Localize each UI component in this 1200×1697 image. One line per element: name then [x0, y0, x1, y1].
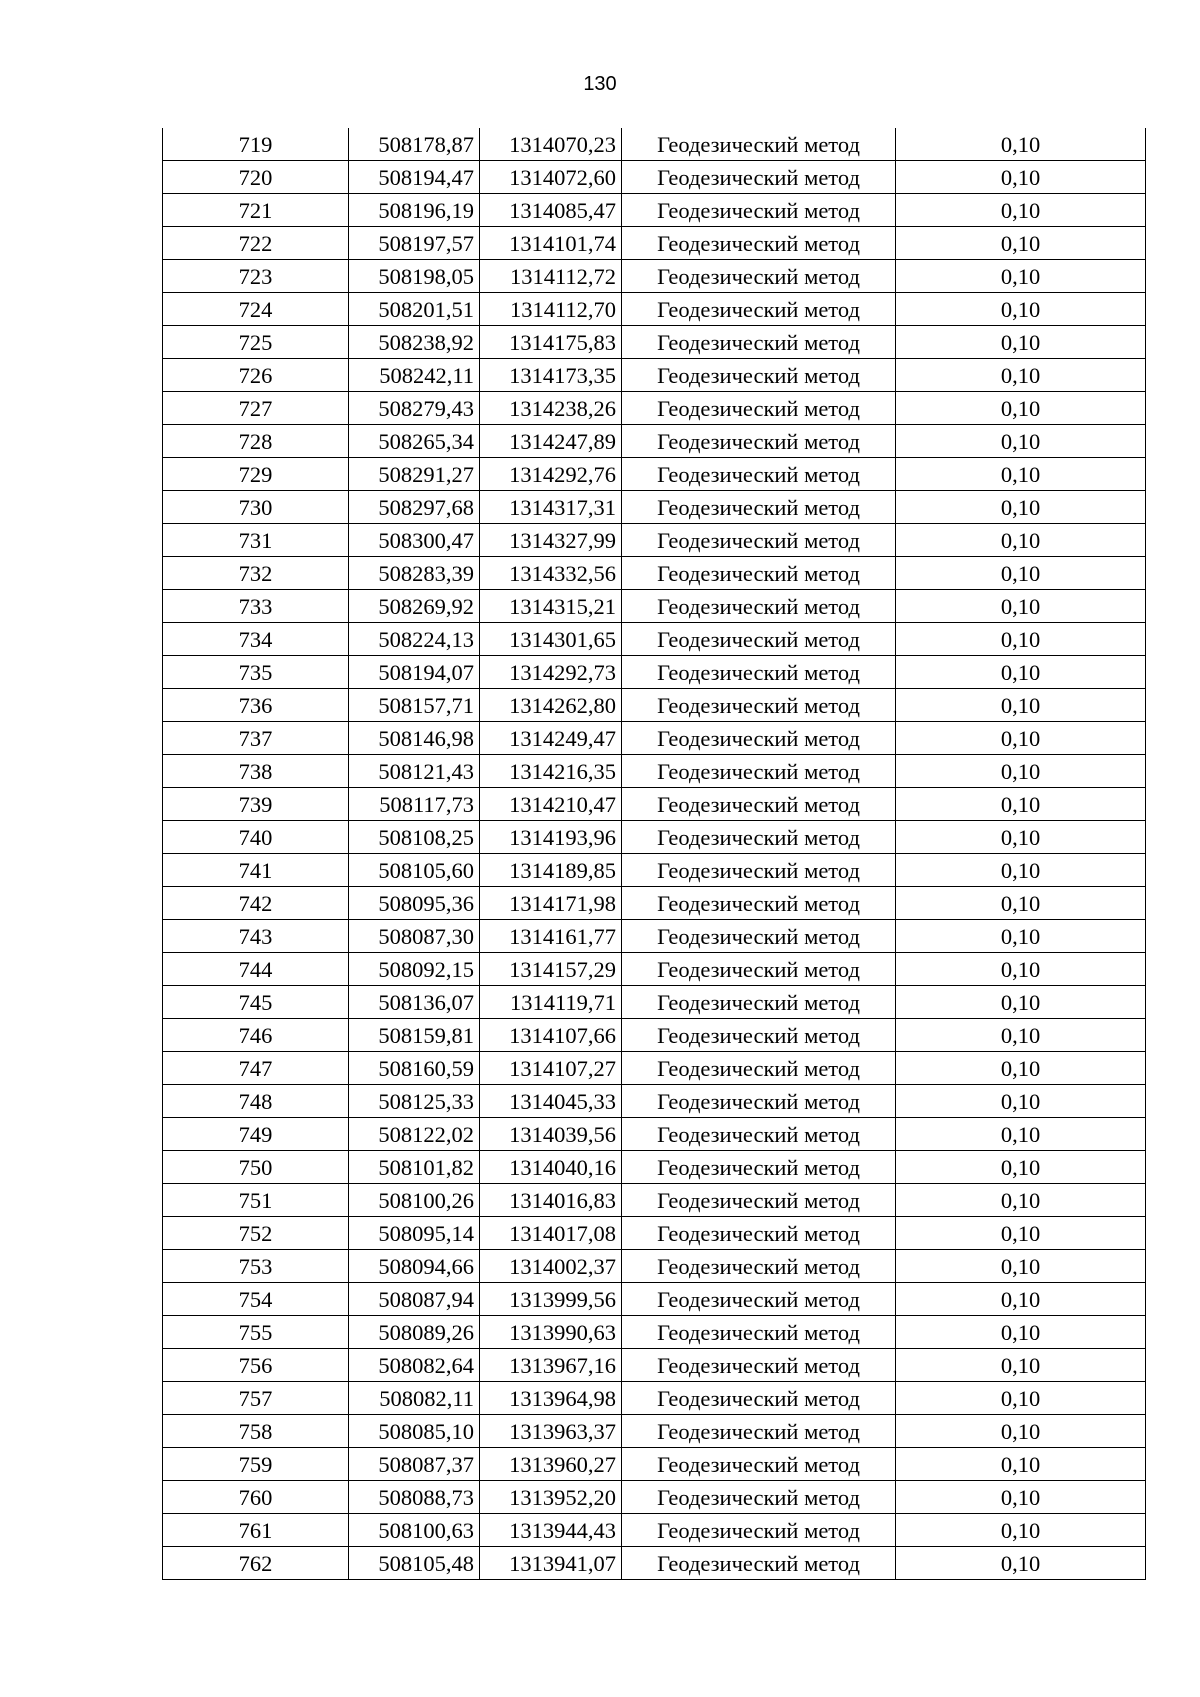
y-coordinate-cell: 1314070,23: [480, 128, 622, 161]
accuracy-cell: 0,10: [896, 1514, 1146, 1547]
x-coordinate-cell: 508283,39: [349, 557, 480, 590]
method-cell: Геодезический метод: [622, 425, 896, 458]
x-coordinate-cell: 508297,68: [349, 491, 480, 524]
table-row: [163, 1316, 1146, 1349]
table-row: [163, 1217, 1146, 1250]
x-coordinate-cell: 508160,59: [349, 1052, 480, 1085]
accuracy-cell: 0,10: [896, 293, 1146, 326]
x-coordinate-cell: 508196,19: [349, 194, 480, 227]
accuracy-cell: 0,10: [896, 1250, 1146, 1283]
table-row: [163, 689, 1146, 722]
x-coordinate-cell: 508085,10: [349, 1415, 480, 1448]
table-row: [163, 1415, 1146, 1448]
x-coordinate-cell: 508242,11: [349, 359, 480, 392]
point-number-cell: 748: [163, 1085, 349, 1118]
accuracy-cell: 0,10: [896, 1316, 1146, 1349]
point-number-cell: 726: [163, 359, 349, 392]
method-cell: Геодезический метод: [622, 1481, 896, 1514]
point-number-cell: 735: [163, 656, 349, 689]
accuracy-cell: 0,10: [896, 557, 1146, 590]
accuracy-cell: 0,10: [896, 920, 1146, 953]
point-number-cell: 722: [163, 227, 349, 260]
accuracy-cell: 0,10: [896, 1052, 1146, 1085]
table-row: [163, 986, 1146, 1019]
point-number-cell: 757: [163, 1382, 349, 1415]
y-coordinate-cell: 1314107,27: [480, 1052, 622, 1085]
table-row: [163, 722, 1146, 755]
point-number-cell: 733: [163, 590, 349, 623]
x-coordinate-cell: 508095,36: [349, 887, 480, 920]
method-cell: Геодезический метод: [622, 1514, 896, 1547]
point-number-cell: 734: [163, 623, 349, 656]
table-row: [163, 1283, 1146, 1316]
y-coordinate-cell: 1313999,56: [480, 1283, 622, 1316]
accuracy-cell: 0,10: [896, 1415, 1146, 1448]
method-cell: Геодезический метод: [622, 359, 896, 392]
y-coordinate-cell: 1314247,89: [480, 425, 622, 458]
table-row: [163, 887, 1146, 920]
table-row: [163, 1250, 1146, 1283]
table-row: [163, 425, 1146, 458]
method-cell: Геодезический метод: [622, 1151, 896, 1184]
table-row: [163, 359, 1146, 392]
point-number-cell: 762: [163, 1547, 349, 1580]
table-row: [163, 623, 1146, 656]
method-cell: Геодезический метод: [622, 392, 896, 425]
table-row: [163, 656, 1146, 689]
method-cell: Геодезический метод: [622, 1316, 896, 1349]
point-number-cell: 753: [163, 1250, 349, 1283]
method-cell: Геодезический метод: [622, 755, 896, 788]
point-number-cell: 731: [163, 524, 349, 557]
point-number-cell: 755: [163, 1316, 349, 1349]
point-number-cell: 750: [163, 1151, 349, 1184]
y-coordinate-cell: 1314002,37: [480, 1250, 622, 1283]
table-row: [163, 524, 1146, 557]
y-coordinate-cell: 1314173,35: [480, 359, 622, 392]
page-number: 130: [583, 73, 617, 95]
table-row: [163, 590, 1146, 623]
coordinates-table: [162, 128, 1146, 1580]
table-row: [163, 326, 1146, 359]
accuracy-cell: 0,10: [896, 392, 1146, 425]
table-row: [163, 128, 1146, 161]
y-coordinate-cell: 1314216,35: [480, 755, 622, 788]
method-cell: Геодезический метод: [622, 623, 896, 656]
y-coordinate-cell: 1313952,20: [480, 1481, 622, 1514]
y-coordinate-cell: 1314327,99: [480, 524, 622, 557]
method-cell: Геодезический метод: [622, 920, 896, 953]
x-coordinate-cell: 508117,73: [349, 788, 480, 821]
x-coordinate-cell: 508100,26: [349, 1184, 480, 1217]
x-coordinate-cell: 508100,63: [349, 1514, 480, 1547]
y-coordinate-cell: 1313963,37: [480, 1415, 622, 1448]
x-coordinate-cell: 508279,43: [349, 392, 480, 425]
accuracy-cell: 0,10: [896, 953, 1146, 986]
method-cell: Геодезический метод: [622, 656, 896, 689]
table-row: [163, 1052, 1146, 1085]
accuracy-cell: 0,10: [896, 689, 1146, 722]
x-coordinate-cell: 508291,27: [349, 458, 480, 491]
point-number-cell: 737: [163, 722, 349, 755]
point-number-cell: 751: [163, 1184, 349, 1217]
x-coordinate-cell: 508108,25: [349, 821, 480, 854]
y-coordinate-cell: 1314193,96: [480, 821, 622, 854]
x-coordinate-cell: 508136,07: [349, 986, 480, 1019]
table-row: [163, 1085, 1146, 1118]
table-row: [163, 854, 1146, 887]
y-coordinate-cell: 1313964,98: [480, 1382, 622, 1415]
y-coordinate-cell: 1314171,98: [480, 887, 622, 920]
x-coordinate-cell: 508238,92: [349, 326, 480, 359]
x-coordinate-cell: 508146,98: [349, 722, 480, 755]
y-coordinate-cell: 1314292,76: [480, 458, 622, 491]
point-number-cell: 745: [163, 986, 349, 1019]
point-number-cell: 724: [163, 293, 349, 326]
y-coordinate-cell: 1314175,83: [480, 326, 622, 359]
table-row: [163, 260, 1146, 293]
point-number-cell: 741: [163, 854, 349, 887]
accuracy-cell: 0,10: [896, 1217, 1146, 1250]
point-number-cell: 738: [163, 755, 349, 788]
method-cell: Геодезический метод: [622, 1382, 896, 1415]
method-cell: Геодезический метод: [622, 194, 896, 227]
method-cell: Геодезический метод: [622, 788, 896, 821]
accuracy-cell: 0,10: [896, 491, 1146, 524]
accuracy-cell: 0,10: [896, 260, 1146, 293]
accuracy-cell: 0,10: [896, 1448, 1146, 1481]
method-cell: Геодезический метод: [622, 1250, 896, 1283]
point-number-cell: 723: [163, 260, 349, 293]
method-cell: Геодезический метод: [622, 1448, 896, 1481]
y-coordinate-cell: 1314085,47: [480, 194, 622, 227]
method-cell: Геодезический метод: [622, 1184, 896, 1217]
point-number-cell: 760: [163, 1481, 349, 1514]
y-coordinate-cell: 1314315,21: [480, 590, 622, 623]
accuracy-cell: 0,10: [896, 1184, 1146, 1217]
table-row: [163, 1019, 1146, 1052]
y-coordinate-cell: 1314210,47: [480, 788, 622, 821]
method-cell: Геодезический метод: [622, 821, 896, 854]
y-coordinate-cell: 1314189,85: [480, 854, 622, 887]
method-cell: Геодезический метод: [622, 986, 896, 1019]
accuracy-cell: 0,10: [896, 1019, 1146, 1052]
table-row: [163, 1382, 1146, 1415]
point-number-cell: 727: [163, 392, 349, 425]
accuracy-cell: 0,10: [896, 1349, 1146, 1382]
accuracy-cell: 0,10: [896, 326, 1146, 359]
accuracy-cell: 0,10: [896, 1118, 1146, 1151]
accuracy-cell: 0,10: [896, 524, 1146, 557]
method-cell: Геодезический метод: [622, 491, 896, 524]
x-coordinate-cell: 508201,51: [349, 293, 480, 326]
table-row: [163, 557, 1146, 590]
method-cell: Геодезический метод: [622, 1118, 896, 1151]
y-coordinate-cell: 1314112,72: [480, 260, 622, 293]
point-number-cell: 749: [163, 1118, 349, 1151]
table-row: [163, 458, 1146, 491]
y-coordinate-cell: 1314262,80: [480, 689, 622, 722]
y-coordinate-cell: 1313967,16: [480, 1349, 622, 1382]
table-row: [163, 1481, 1146, 1514]
accuracy-cell: 0,10: [896, 788, 1146, 821]
method-cell: Геодезический метод: [622, 854, 896, 887]
accuracy-cell: 0,10: [896, 656, 1146, 689]
table-row: [163, 1184, 1146, 1217]
point-number-cell: 761: [163, 1514, 349, 1547]
y-coordinate-cell: 1314016,83: [480, 1184, 622, 1217]
point-number-cell: 736: [163, 689, 349, 722]
x-coordinate-cell: 508265,34: [349, 425, 480, 458]
table-row: [163, 920, 1146, 953]
y-coordinate-cell: 1313944,43: [480, 1514, 622, 1547]
y-coordinate-cell: 1313941,07: [480, 1547, 622, 1580]
method-cell: Геодезический метод: [622, 590, 896, 623]
coordinates-table-body: [163, 128, 1146, 1580]
x-coordinate-cell: 508121,43: [349, 755, 480, 788]
table-row: [163, 1514, 1146, 1547]
y-coordinate-cell: 1314107,66: [480, 1019, 622, 1052]
method-cell: Геодезический метод: [622, 557, 896, 590]
method-cell: Геодезический метод: [622, 1415, 896, 1448]
accuracy-cell: 0,10: [896, 590, 1146, 623]
accuracy-cell: 0,10: [896, 755, 1146, 788]
x-coordinate-cell: 508105,48: [349, 1547, 480, 1580]
x-coordinate-cell: 508088,73: [349, 1481, 480, 1514]
method-cell: Геодезический метод: [622, 1217, 896, 1250]
x-coordinate-cell: 508125,33: [349, 1085, 480, 1118]
x-coordinate-cell: 508300,47: [349, 524, 480, 557]
x-coordinate-cell: 508082,11: [349, 1382, 480, 1415]
y-coordinate-cell: 1313960,27: [480, 1448, 622, 1481]
point-number-cell: 758: [163, 1415, 349, 1448]
point-number-cell: 740: [163, 821, 349, 854]
x-coordinate-cell: 508197,57: [349, 227, 480, 260]
method-cell: Геодезический метод: [622, 161, 896, 194]
y-coordinate-cell: 1314017,08: [480, 1217, 622, 1250]
point-number-cell: 746: [163, 1019, 349, 1052]
y-coordinate-cell: 1314249,47: [480, 722, 622, 755]
method-cell: Геодезический метод: [622, 227, 896, 260]
method-cell: Геодезический метод: [622, 293, 896, 326]
accuracy-cell: 0,10: [896, 854, 1146, 887]
x-coordinate-cell: 508157,71: [349, 689, 480, 722]
accuracy-cell: 0,10: [896, 1085, 1146, 1118]
table-row: [163, 1349, 1146, 1382]
point-number-cell: 730: [163, 491, 349, 524]
method-cell: Геодезический метод: [622, 260, 896, 293]
accuracy-cell: 0,10: [896, 986, 1146, 1019]
method-cell: Геодезический метод: [622, 1547, 896, 1580]
accuracy-cell: 0,10: [896, 1151, 1146, 1184]
y-coordinate-cell: 1314317,31: [480, 491, 622, 524]
y-coordinate-cell: 1314157,29: [480, 953, 622, 986]
point-number-cell: 752: [163, 1217, 349, 1250]
y-coordinate-cell: 1314039,56: [480, 1118, 622, 1151]
accuracy-cell: 0,10: [896, 821, 1146, 854]
accuracy-cell: 0,10: [896, 128, 1146, 161]
x-coordinate-cell: 508092,15: [349, 953, 480, 986]
method-cell: Геодезический метод: [622, 524, 896, 557]
point-number-cell: 728: [163, 425, 349, 458]
accuracy-cell: 0,10: [896, 1283, 1146, 1316]
y-coordinate-cell: 1314045,33: [480, 1085, 622, 1118]
accuracy-cell: 0,10: [896, 227, 1146, 260]
y-coordinate-cell: 1314101,74: [480, 227, 622, 260]
point-number-cell: 721: [163, 194, 349, 227]
table-row: [163, 1151, 1146, 1184]
x-coordinate-cell: 508178,87: [349, 128, 480, 161]
method-cell: Геодезический метод: [622, 689, 896, 722]
y-coordinate-cell: 1314301,65: [480, 623, 622, 656]
accuracy-cell: 0,10: [896, 359, 1146, 392]
method-cell: Геодезический метод: [622, 326, 896, 359]
table-row: [163, 392, 1146, 425]
x-coordinate-cell: 508087,30: [349, 920, 480, 953]
point-number-cell: 744: [163, 953, 349, 986]
point-number-cell: 747: [163, 1052, 349, 1085]
x-coordinate-cell: 508122,02: [349, 1118, 480, 1151]
point-number-cell: 742: [163, 887, 349, 920]
table-row: [163, 1547, 1146, 1580]
table-row: [163, 194, 1146, 227]
x-coordinate-cell: 508095,14: [349, 1217, 480, 1250]
table-row: [163, 161, 1146, 194]
table-row: [163, 755, 1146, 788]
accuracy-cell: 0,10: [896, 458, 1146, 491]
method-cell: Геодезический метод: [622, 953, 896, 986]
point-number-cell: 720: [163, 161, 349, 194]
y-coordinate-cell: 1314119,71: [480, 986, 622, 1019]
point-number-cell: 732: [163, 557, 349, 590]
x-coordinate-cell: 508198,05: [349, 260, 480, 293]
method-cell: Геодезический метод: [622, 722, 896, 755]
y-coordinate-cell: 1313990,63: [480, 1316, 622, 1349]
method-cell: Геодезический метод: [622, 458, 896, 491]
table-row: [163, 293, 1146, 326]
x-coordinate-cell: 508094,66: [349, 1250, 480, 1283]
accuracy-cell: 0,10: [896, 1382, 1146, 1415]
table-row: [163, 1118, 1146, 1151]
method-cell: Геодезический метод: [622, 1085, 896, 1118]
y-coordinate-cell: 1314332,56: [480, 557, 622, 590]
accuracy-cell: 0,10: [896, 1547, 1146, 1580]
x-coordinate-cell: 508089,26: [349, 1316, 480, 1349]
point-number-cell: 754: [163, 1283, 349, 1316]
table-row: [163, 953, 1146, 986]
point-number-cell: 739: [163, 788, 349, 821]
method-cell: Геодезический метод: [622, 887, 896, 920]
point-number-cell: 743: [163, 920, 349, 953]
table-row: [163, 227, 1146, 260]
accuracy-cell: 0,10: [896, 194, 1146, 227]
y-coordinate-cell: 1314072,60: [480, 161, 622, 194]
accuracy-cell: 0,10: [896, 887, 1146, 920]
x-coordinate-cell: 508087,94: [349, 1283, 480, 1316]
y-coordinate-cell: 1314112,70: [480, 293, 622, 326]
point-number-cell: 725: [163, 326, 349, 359]
point-number-cell: 729: [163, 458, 349, 491]
point-number-cell: 759: [163, 1448, 349, 1481]
method-cell: Геодезический метод: [622, 1019, 896, 1052]
table-row: [163, 821, 1146, 854]
accuracy-cell: 0,10: [896, 623, 1146, 656]
accuracy-cell: 0,10: [896, 722, 1146, 755]
table-row: [163, 491, 1146, 524]
x-coordinate-cell: 508087,37: [349, 1448, 480, 1481]
point-number-cell: 756: [163, 1349, 349, 1382]
accuracy-cell: 0,10: [896, 161, 1146, 194]
method-cell: Геодезический метод: [622, 128, 896, 161]
table-row: [163, 1448, 1146, 1481]
method-cell: Геодезический метод: [622, 1283, 896, 1316]
x-coordinate-cell: 508105,60: [349, 854, 480, 887]
x-coordinate-cell: 508194,47: [349, 161, 480, 194]
x-coordinate-cell: 508159,81: [349, 1019, 480, 1052]
y-coordinate-cell: 1314292,73: [480, 656, 622, 689]
x-coordinate-cell: 508224,13: [349, 623, 480, 656]
y-coordinate-cell: 1314161,77: [480, 920, 622, 953]
accuracy-cell: 0,10: [896, 425, 1146, 458]
x-coordinate-cell: 508101,82: [349, 1151, 480, 1184]
point-number-cell: 719: [163, 128, 349, 161]
x-coordinate-cell: 508194,07: [349, 656, 480, 689]
x-coordinate-cell: 508269,92: [349, 590, 480, 623]
accuracy-cell: 0,10: [896, 1481, 1146, 1514]
method-cell: Геодезический метод: [622, 1052, 896, 1085]
table-row: [163, 788, 1146, 821]
method-cell: Геодезический метод: [622, 1349, 896, 1382]
y-coordinate-cell: 1314040,16: [480, 1151, 622, 1184]
x-coordinate-cell: 508082,64: [349, 1349, 480, 1382]
y-coordinate-cell: 1314238,26: [480, 392, 622, 425]
